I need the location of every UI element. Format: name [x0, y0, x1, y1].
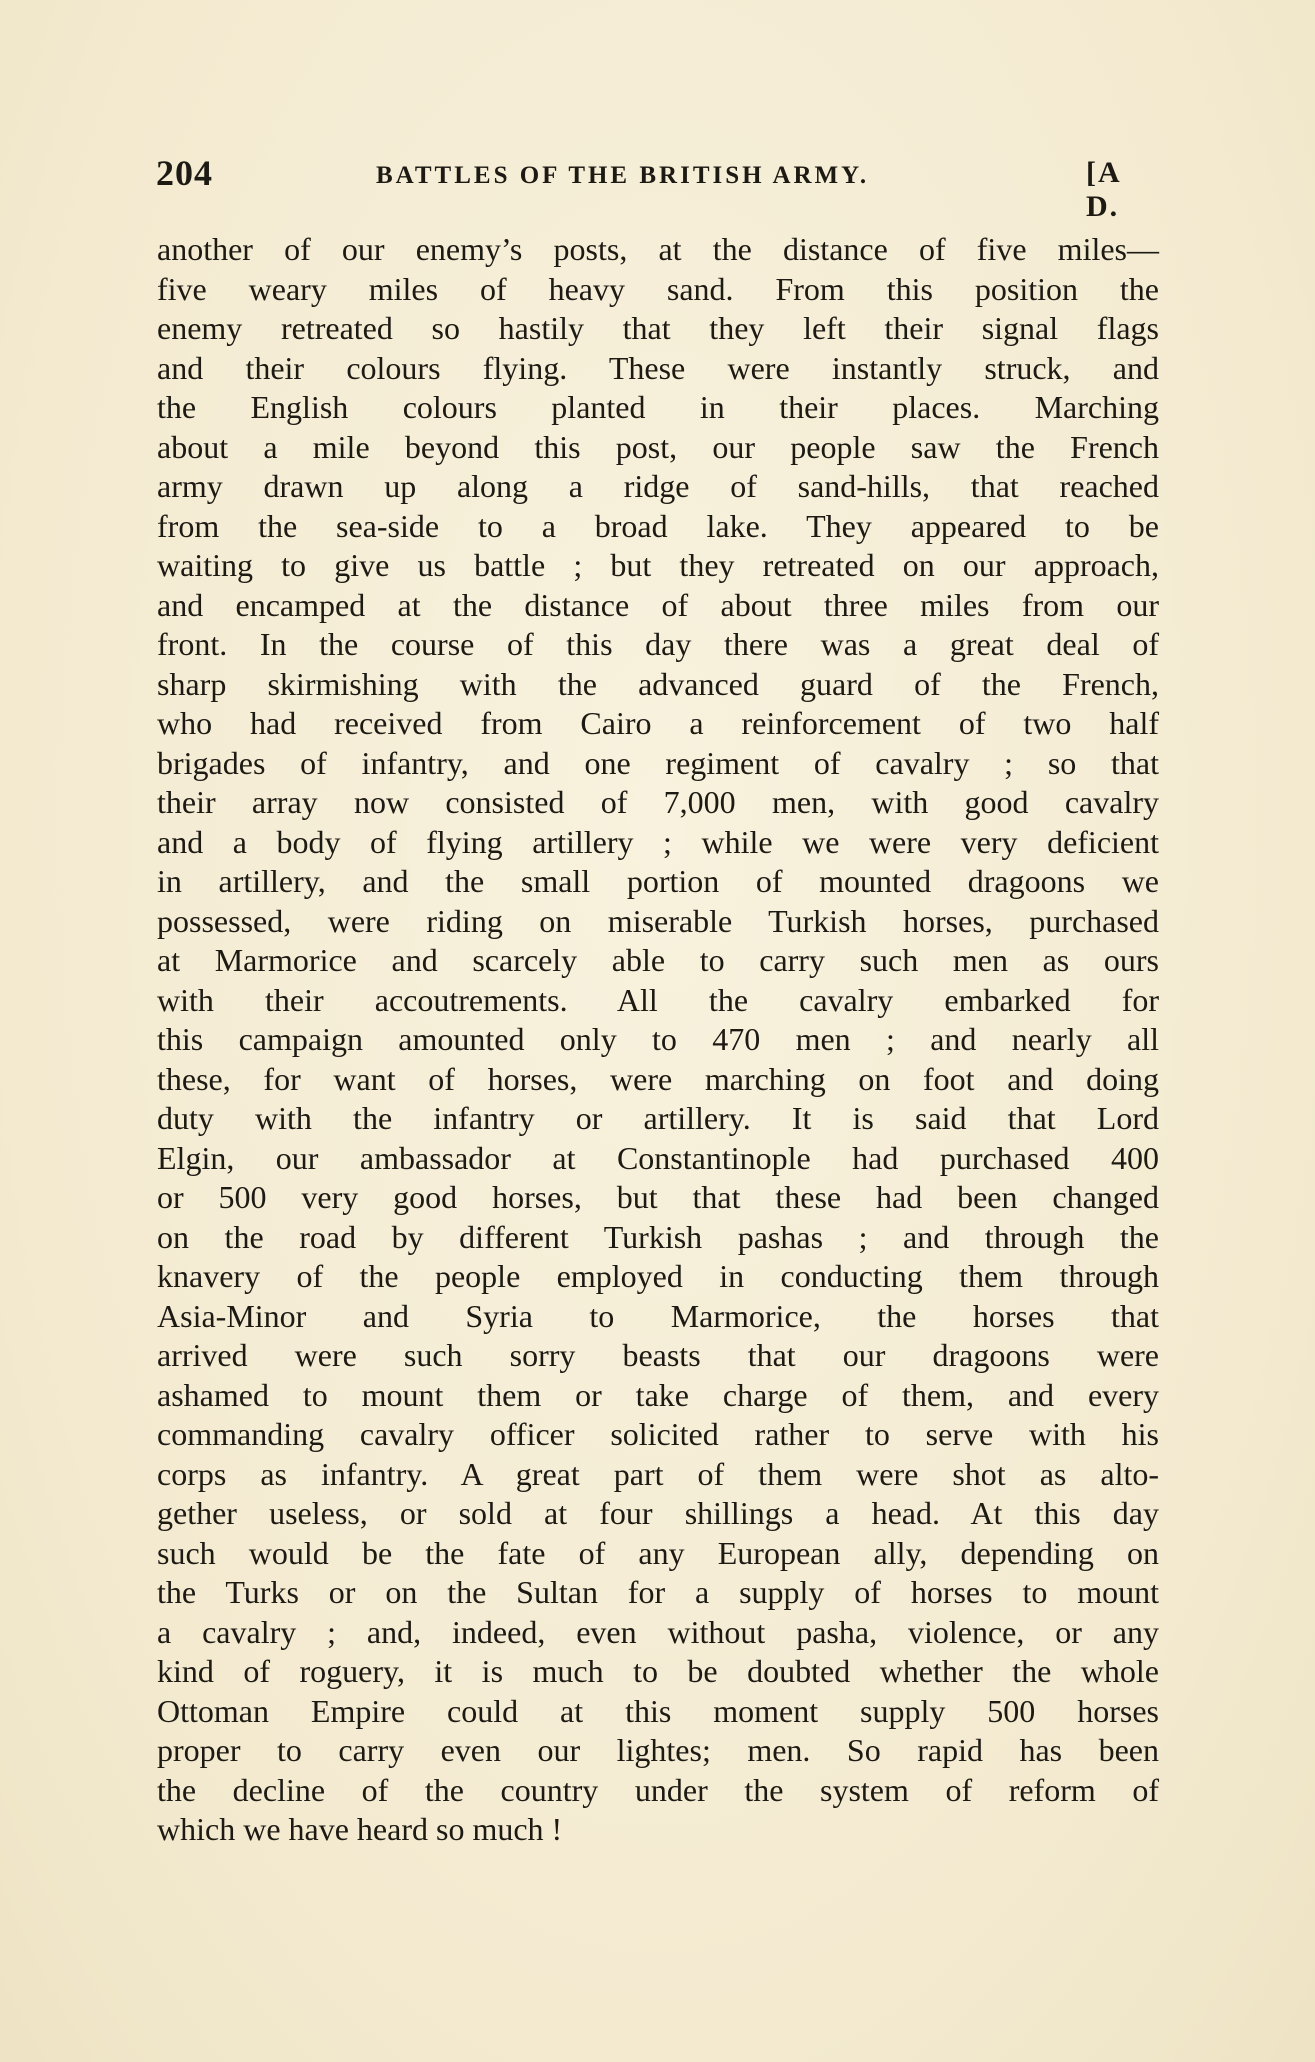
text-line: Elgin, our ambassador at Constantinople had purchased 400 — [157, 1139, 1159, 1176]
text-line: a cavalry ; and, indeed, even without pasha, violence, or any — [157, 1613, 1159, 1650]
text-line: duty with the infantry or artillery. It is said that Lord — [157, 1100, 1159, 1136]
text-line: army drawn up along a ridge of sand-hills, that reached — [157, 468, 1159, 504]
text-line: or 500 very good horses, but that these had been changed — [157, 1179, 1159, 1215]
page-header — [156, 152, 1156, 223]
text-line: their array now consisted of 7,000 men, with good cavalry — [157, 784, 1159, 820]
page-number: 204 — [156, 153, 213, 193]
text-line: with their accoutrements. All the cavalry embarked for — [157, 981, 1159, 1018]
text-line: the Turks or on the Sultan for a supply of horses to mount — [157, 1574, 1159, 1610]
text-line: the English colours planted in their places. Marching — [157, 389, 1159, 425]
body-text — [157, 230, 1159, 1850]
text-line: these, for want of horses, were marching on foot and doing — [157, 1060, 1159, 1097]
text-line: in artillery, and the small portion of mounted dragoons we — [157, 863, 1159, 899]
text-line: proper to carry even our lightes; men. So rapid has been — [157, 1732, 1159, 1768]
text-line: five weary miles of heavy sand. From this position the — [157, 270, 1159, 307]
text-line: at Marmorice and scarcely able to carry such men as ours — [157, 942, 1159, 978]
text-line: possessed, were riding on miserable Turkish horses, purchased — [157, 902, 1159, 939]
text-line: ashamed to mount them or take charge of them, and every — [157, 1376, 1159, 1413]
text-line: enemy retreated so hastily that they left their signal flags — [157, 310, 1159, 346]
text-line: and encamped at the distance of about three miles from our — [157, 586, 1159, 623]
text-line: brigades of infantry, and one regiment of cavalry ; so that — [157, 744, 1159, 781]
text-line: kind of roguery, it is much to be doubted whether the whole — [157, 1653, 1159, 1689]
text-line: from the sea-side to a broad lake. They appeared to be — [157, 507, 1159, 544]
text-line: and a body of flying artillery ; while we were very deficient — [157, 823, 1159, 860]
text-line: another of our enemy’s posts, at the distance of five miles— — [157, 231, 1159, 267]
text-line: Ottoman Empire could at this moment supply 500 horses — [157, 1692, 1159, 1729]
running-title: BATTLES OF THE BRITISH ARMY. — [376, 162, 870, 189]
text-line: corps as infantry. A great part of them were shot as alto- — [157, 1455, 1159, 1492]
text-line: waiting to give us battle ; but they retreated on our approach, — [157, 547, 1159, 583]
text-line: sharp skirmishing with the advanced guard of the French, — [157, 665, 1159, 702]
text-line: front. In the course of this day there was a great deal of — [157, 626, 1159, 662]
text-line: Asia-Minor and Syria to Marmorice, the horses that — [157, 1297, 1159, 1334]
text-line: about a mile beyond this post, our people saw the French — [157, 428, 1159, 465]
text-line: on the road by different Turkish pashas ; and through the — [157, 1218, 1159, 1255]
text-line: which we have heard so much ! — [157, 1811, 563, 1847]
text-line: and their colours flying. These were instantly struck, and — [157, 349, 1159, 386]
text-line: commanding cavalry officer solicited rather to serve with his — [157, 1416, 1159, 1452]
text-line: who had received from Cairo a reinforcement of two half — [157, 705, 1159, 741]
date-marker: [A D. — [1086, 156, 1120, 223]
text-line: gether useless, or sold at four shillings a head. At this day — [157, 1495, 1159, 1531]
text-line: such would be the fate of any European ally, depending on — [157, 1534, 1159, 1571]
text-line: the decline of the country under the system of reform of — [157, 1771, 1159, 1808]
text-line: knavery of the people employed in conducting them through — [157, 1258, 1159, 1294]
text-line: this campaign amounted only to 470 men ; and nearly all — [157, 1021, 1159, 1057]
text-line: arrived were such sorry beasts that our dragoons were — [157, 1337, 1159, 1373]
